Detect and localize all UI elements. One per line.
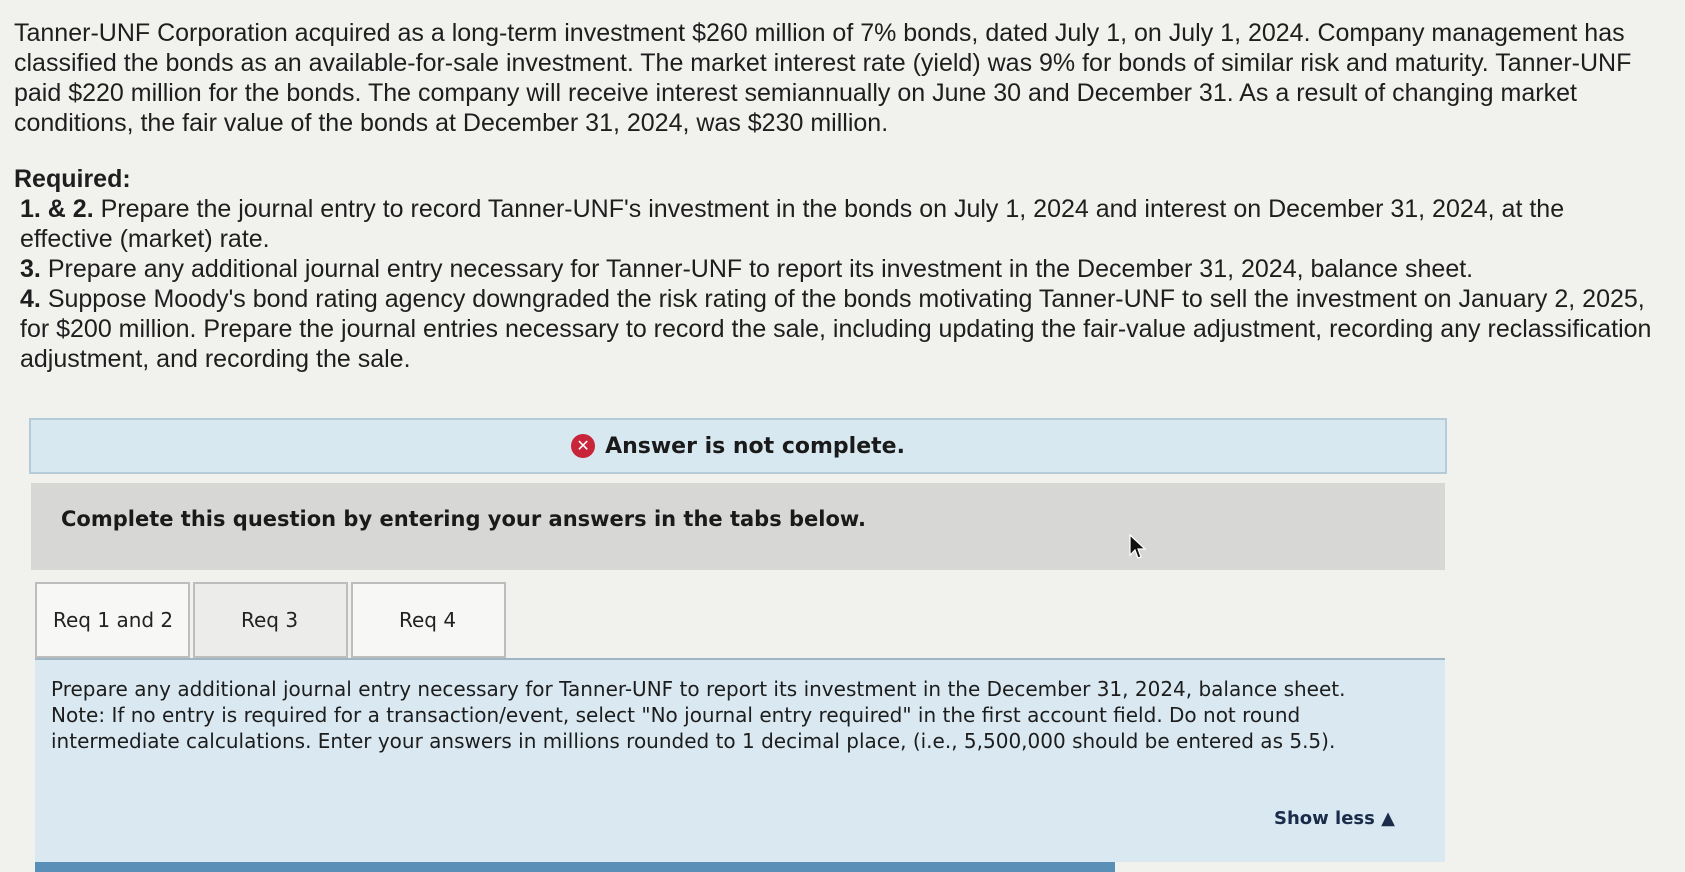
- problem-statement: [14, 18, 1654, 374]
- requirement-text: Suppose Moody's bond rating agency downgraded the risk rating of the bonds motivating Tanner-UNF to sell the investment on January 2, 2025, for $200 million. Prepare the journal entries necessary to record the sale, including updating the fair-value adjustment, recording any reclassification adjustment, and recording the sale.: [20, 285, 1652, 373]
- requirement-number: 4.: [20, 285, 41, 313]
- required-heading: Required:: [14, 165, 131, 193]
- show-less-link[interactable]: [1274, 806, 1395, 832]
- requirement-tabs: [35, 582, 509, 658]
- triangle-up-icon: ▲: [1381, 808, 1395, 829]
- tab-req-3[interactable]: Req 3: [193, 582, 348, 658]
- requirement-number: 3.: [20, 255, 41, 283]
- tab-req-1-and-2[interactable]: Req 1 and 2: [35, 582, 190, 658]
- problem-intro: Tanner-UNF Corporation acquired as a long-term investment $260 million of 7% bonds, dated July 1, on July 1, 2024. Company management has classified the bonds as an available-for-sale investment. The market interest rate (yield) was 9% for bonds of similar risk and maturity. Tanner-UNF paid $220 million for the bonds. The company will receive interest semiannually on June 30 and December 31. As a result of changing market conditions, the fair value of the bonds at December 31, 2024, was $230 million.: [14, 19, 1632, 137]
- table-header-bar: [35, 862, 1115, 872]
- show-less-label: Show less: [1274, 808, 1375, 829]
- requirement-item: [14, 194, 1654, 254]
- panel-prompt: Prepare any additional journal entry necessary for Tanner-UNF to report its investment in the December 31, 2024, balance sheet.: [51, 677, 1346, 701]
- answer-status-text: Answer is not complete.: [605, 433, 905, 459]
- mouse-pointer-icon: [1127, 533, 1151, 561]
- requirement-item: [14, 284, 1654, 374]
- requirement-item: [14, 254, 1654, 284]
- requirement-text: Prepare any additional journal entry necessary for Tanner-UNF to report its investment in the December 31, 2024, balance sheet.: [47, 255, 1474, 283]
- answer-status-banner: [29, 418, 1447, 474]
- instructions-panel: [31, 483, 1445, 570]
- panel-note: Note: If no entry is required for a transaction/event, select "No journal entry required" in the first account field. Do not round intermediate calculations. Enter your answers in millions rounded to 1 decimal place, (i.e., 5,500,000 should be entered as 5.5).: [51, 703, 1336, 753]
- x-circle-icon: ✕: [571, 434, 595, 458]
- tab-req-4[interactable]: Req 4: [351, 582, 506, 658]
- requirement-text: Prepare the journal entry to record Tanner-UNF's investment in the bonds on July 1, 2024 and interest on December 31, 2024, at the effective (market) rate.: [20, 195, 1565, 253]
- tab-content-panel: [35, 658, 1445, 862]
- instructions-text: Complete this question by entering your answers in the tabs below.: [61, 507, 866, 531]
- requirements-list: [14, 194, 1654, 374]
- requirement-number: 1. & 2.: [20, 195, 94, 223]
